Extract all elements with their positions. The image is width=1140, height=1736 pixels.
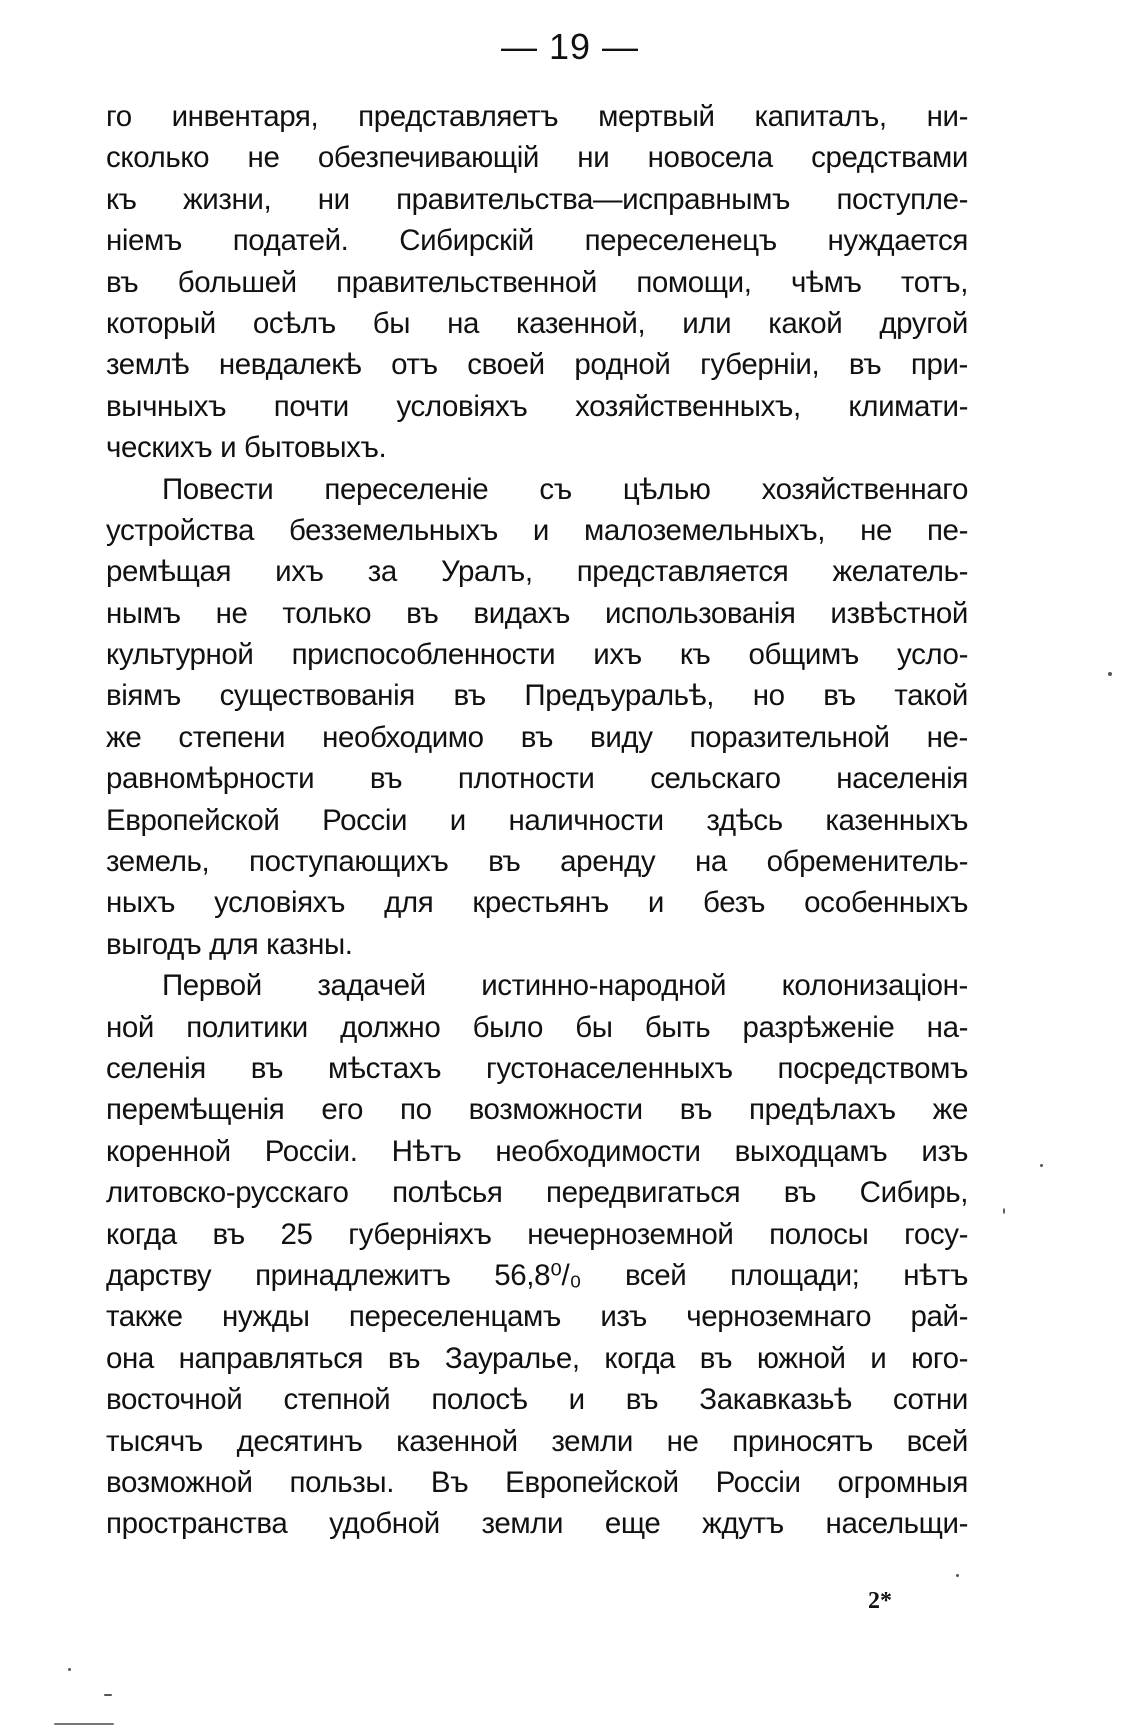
paragraph-1	[106, 96, 968, 469]
text-line: также нужды переселенцамъ изъ черноземнаго рай-	[106, 1300, 968, 1334]
scan-speck	[1108, 672, 1112, 676]
text-line: тысячъ десятинъ казенной земли не приносятъ всей	[106, 1424, 968, 1458]
text-line: ныхъ условіяхъ для крестьянъ и безъ особенныхъ	[106, 886, 968, 920]
text-line: вычныхъ почти условіяхъ хозяйственныхъ, климати-	[106, 389, 968, 423]
body-text	[106, 96, 968, 1545]
signature-mark: 2*	[868, 1588, 892, 1614]
text-line: ремѣщая ихъ за Уралъ, представляется желатель-	[106, 555, 968, 589]
text-line: культурной приспособленности ихъ къ общимъ усло-	[106, 638, 968, 672]
text-line: ческихъ и бытовыхъ.	[106, 431, 387, 465]
text-line: пространства удобной земли еще ждутъ насельщи-	[106, 1507, 968, 1541]
scan-speck	[956, 1574, 959, 1577]
text-line: Повести переселеніе съ цѣлью хозяйственнаго	[162, 472, 968, 506]
text-line: восточной степной полосѣ и въ Закавказьѣ сотни	[106, 1383, 968, 1417]
text-line: віямъ существованія въ Предъуральѣ, но въ такой	[106, 679, 968, 713]
text-line: нымъ не только въ видахъ использованія извѣстной	[106, 596, 968, 630]
text-line: когда въ 25 губерніяхъ нечерноземной полосы госу-	[106, 1217, 968, 1251]
text-line: равномѣрности въ плотности сельскаго населенія	[106, 762, 968, 796]
scan-speck	[1003, 1208, 1005, 1214]
text-line: къ жизни, ни правительства—исправнымъ поступле-	[106, 182, 968, 216]
text-line: го инвентаря, представляетъ мертвый капиталъ, ни-	[106, 100, 968, 133]
text-line: дарству принадлежитъ 56,8⁰/₀ всей площади; нѣтъ	[106, 1258, 968, 1292]
text-line: устройства безземельныхъ и малоземельныхъ, не пе-	[106, 513, 968, 547]
page-number: — 19 —	[500, 26, 640, 67]
text-line: въ большей правительственной помощи, чѣмъ тотъ,	[106, 265, 968, 299]
text-line: возможной пользы. Въ Европейской Россіи огромныя	[106, 1465, 968, 1499]
text-line: ной политики должно было бы быть разрѣженіе на-	[106, 1010, 968, 1044]
text-line: селенія въ мѣстахъ густонаселенныхъ посредствомъ	[106, 1051, 968, 1085]
text-line: коренной Россіи. Нѣтъ необходимости выходцамъ изъ	[106, 1134, 968, 1168]
text-line: выгодъ для казны.	[106, 927, 353, 961]
paragraph-2	[106, 469, 968, 966]
text-line: перемѣщенія его по возможности въ предѣлахъ же	[106, 1093, 968, 1127]
text-line: Первой задачей истинно-народной колонизаціон-	[162, 969, 968, 1003]
text-line: литовско-русскаго полѣсья передвигаться въ Сибирь,	[106, 1176, 968, 1210]
text-line: сколько не обезпечивающій ни новосела средствами	[106, 141, 968, 175]
scan-speck	[68, 1668, 71, 1671]
text-line: землѣ невдалекѣ отъ своей родной губерніи, въ при-	[106, 348, 968, 382]
text-line: Европейской Россіи и наличности здѣсь казенныхъ	[106, 803, 968, 837]
text-line: который осѣлъ бы на казенной, или какой другой	[106, 306, 968, 340]
scan-speck	[104, 1694, 112, 1696]
text-line: ніемъ податей. Сибирскій переселенецъ нуждается	[106, 224, 968, 258]
text-line: земель, поступающихъ въ аренду на обременитель-	[106, 845, 968, 879]
text-line: она направляться въ Зауралье, когда въ южной и юго-	[106, 1341, 968, 1375]
scan-speck	[1040, 1164, 1043, 1167]
paragraph-3	[106, 965, 968, 1544]
text-line: же степени необходимо въ виду поразительной не-	[106, 720, 968, 754]
scan-speck	[54, 1723, 114, 1725]
